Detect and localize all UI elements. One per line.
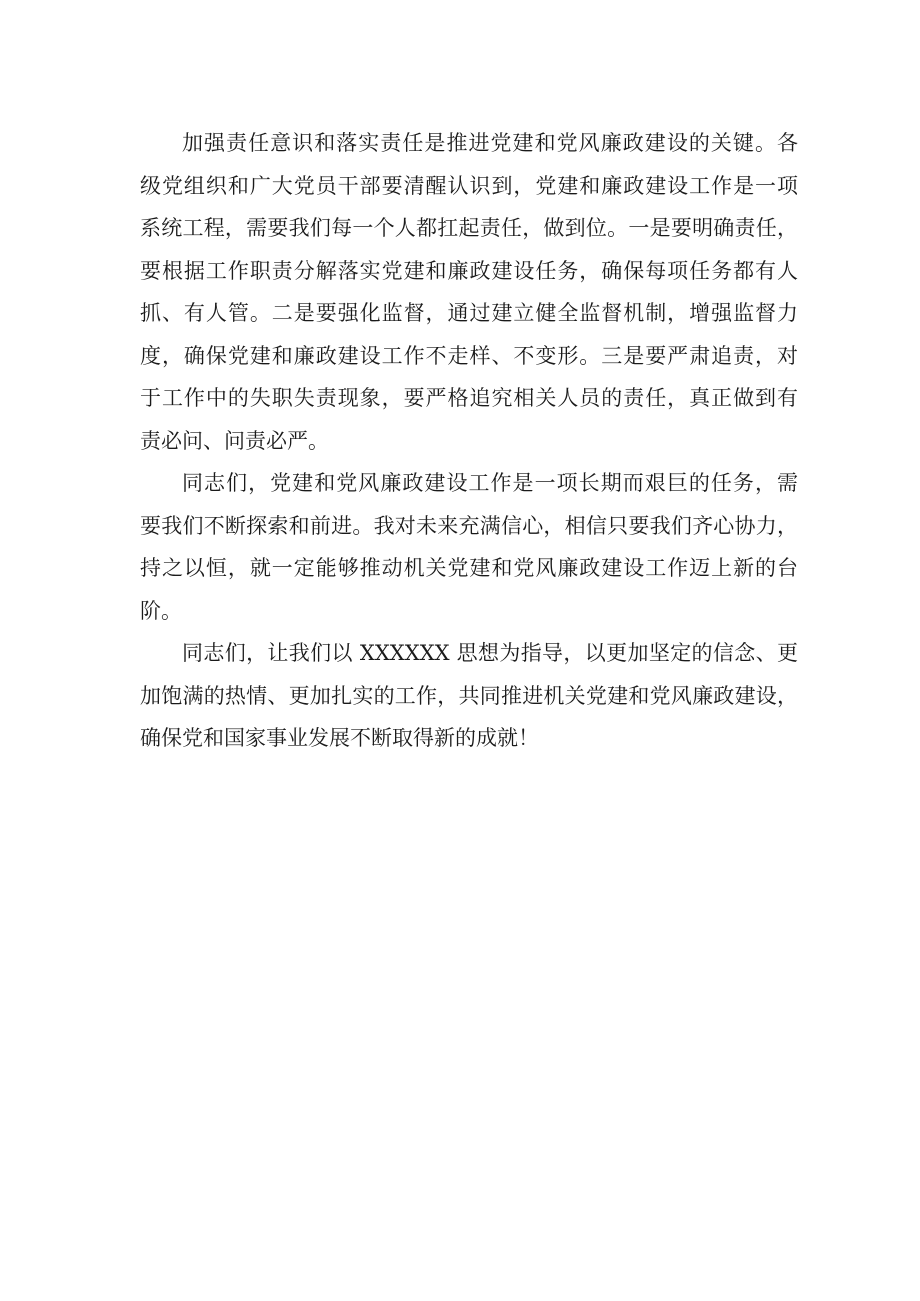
text-line: 阶。 bbox=[140, 598, 182, 623]
paragraph-responsibility bbox=[140, 122, 798, 462]
text-line: 同志们，党建和党风廉政建设工作是一项长期而艰巨的任务，需 bbox=[182, 471, 798, 495]
document-body bbox=[140, 122, 798, 760]
text-line: 系统工程，需要我们每一个人都扛起责任，做到位。一是要明确责任， bbox=[140, 216, 798, 240]
text-line: 加强责任意识和落实责任是推进党建和党风廉政建设的关键。各 bbox=[182, 131, 798, 155]
text-line: 同志们，让我们以 XXXXXX 思想为指导，以更加坚定的信念、更 bbox=[182, 641, 798, 665]
text-line: 抓、有人管。二是要强化监督，通过建立健全监督机制，增强监督力 bbox=[140, 301, 798, 325]
text-line: 责必问、问责必严。 bbox=[140, 428, 329, 453]
text-line: 持之以恒，就一定能够推动机关党建和党风廉政建设工作迈上新的台 bbox=[140, 556, 798, 580]
text-line: 确保党和国家事业发展不断取得新的成就！ bbox=[140, 726, 539, 750]
text-line: 要我们不断探索和前进。我对未来充满信心，相信只要我们齐心协力， bbox=[140, 513, 798, 538]
paragraph-long-term-task bbox=[140, 462, 798, 632]
text-line: 加饱满的热情、更加扎实的工作，共同推进机关党建和党风廉政建设， bbox=[140, 683, 798, 708]
text-line: 要根据工作职责分解落实党建和廉政建设任务，确保每项任务都有人 bbox=[140, 258, 798, 283]
text-line: 级党组织和广大党员干部要清醒认识到，党建和廉政建设工作是一项 bbox=[140, 173, 798, 198]
text-line: 于工作中的失职失责现象，要严格追究相关人员的责任，真正做到有 bbox=[140, 386, 798, 410]
text-line: 度，确保党建和廉政建设工作不走样、不变形。三是要严肃追责，对 bbox=[140, 343, 798, 368]
paragraph-closing bbox=[140, 632, 798, 760]
